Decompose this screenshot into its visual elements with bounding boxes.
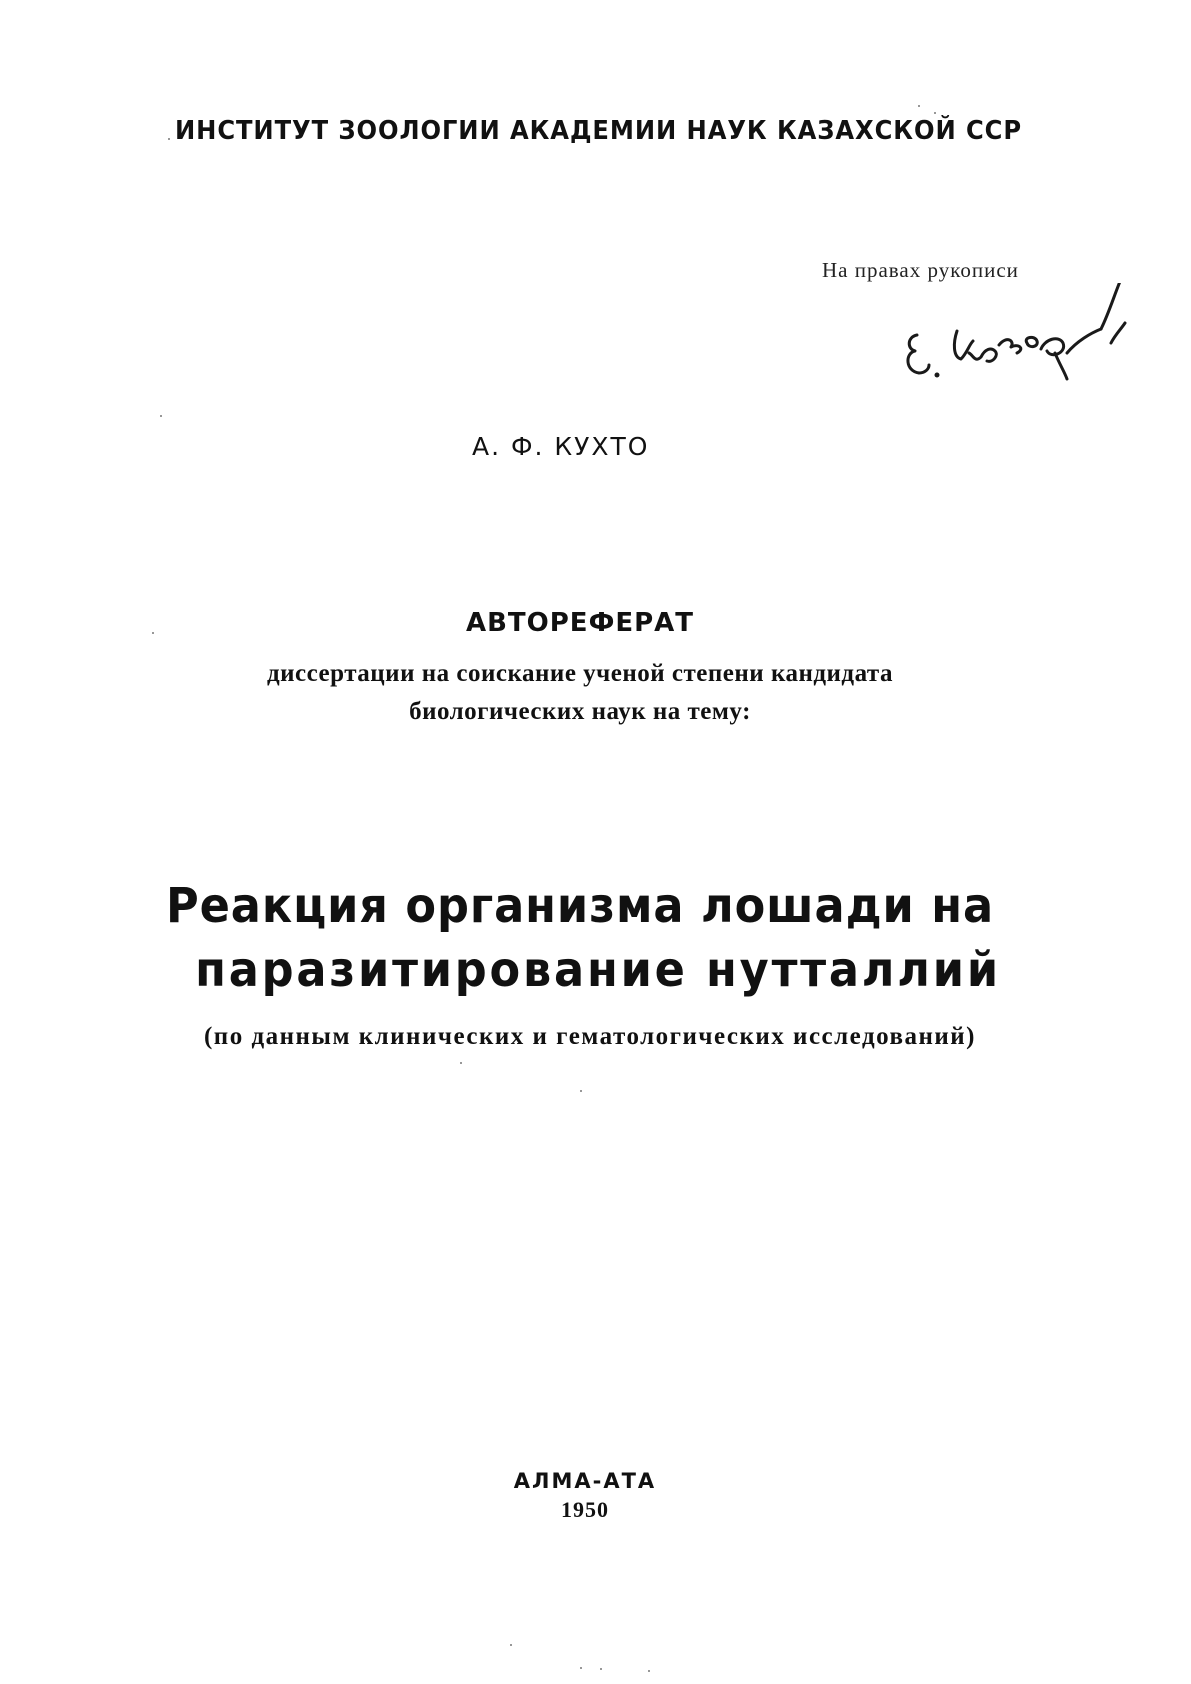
scan-speck	[918, 105, 920, 107]
title-line-2: паразитирование нутталлий	[195, 942, 1001, 998]
author-name: А. Ф. КУХТО	[472, 432, 650, 461]
scan-speck	[152, 632, 154, 634]
scan-speck	[510, 1644, 512, 1646]
rights-note: На правах рукописи	[822, 258, 1019, 282]
scan-speck	[580, 1667, 582, 1669]
document-type: АВТОРЕФЕРАТ	[465, 608, 695, 638]
scan-speck	[648, 1670, 650, 1672]
scan-speck	[168, 138, 170, 140]
publication-year: 1950	[561, 1497, 609, 1522]
scan-speck	[580, 1090, 582, 1092]
scan-speck	[460, 1062, 462, 1064]
institute-name: ИНСТИТУТ ЗООЛОГИИ АКАДЕМИИ НАУК КАЗАХСКОЙ ССР	[175, 116, 1022, 146]
scan-speck	[934, 112, 936, 114]
scan-speck	[160, 415, 162, 417]
purpose-line-1: диссертации на соискание ученой степени кандидата	[266, 660, 894, 687]
handwritten-signature	[895, 283, 1145, 423]
title-line-1: Реакция организма лошади на	[165, 878, 995, 934]
purpose-line-2: биологических наук на тему:	[409, 698, 751, 725]
publication-city: АЛМА-АТА	[513, 1469, 657, 1493]
scan-speck	[600, 1668, 602, 1670]
subtitle: (по данным клинических и гематологических исследований)	[203, 1023, 977, 1050]
